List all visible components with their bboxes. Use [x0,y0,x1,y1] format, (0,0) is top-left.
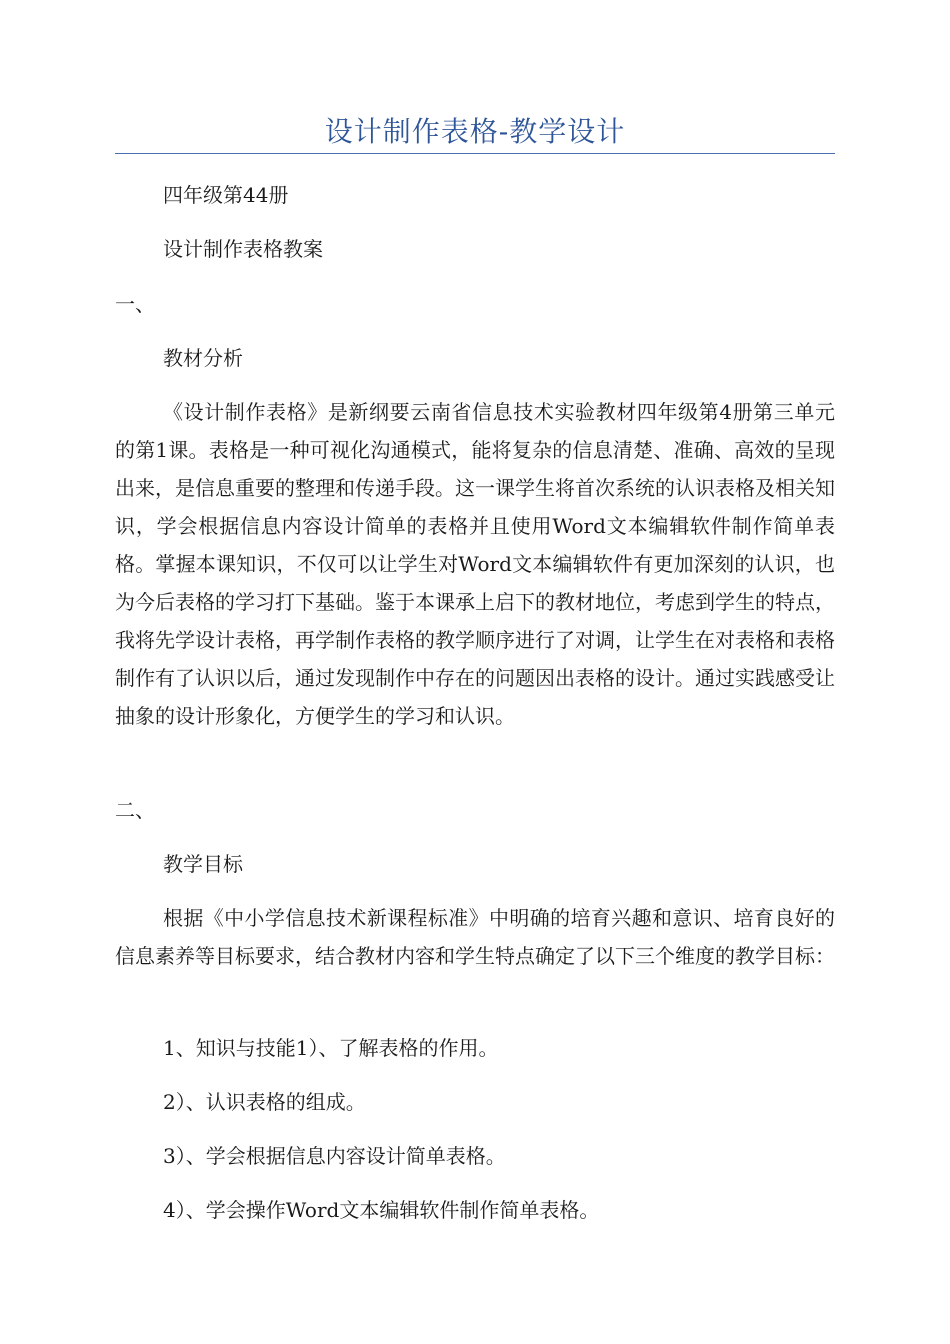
lesson-subtitle: 设计制作表格教案 [163,237,323,261]
grade-line: 四年级第44册 [163,183,289,207]
title-underline [115,153,835,154]
objective-item: 4）、学会操作Word文本编辑软件制作简单表格。 [163,1198,600,1222]
document-title: 设计制作表格-教学设计 [324,115,626,148]
section-1-heading: 教材分析 [163,346,243,370]
objective-item: 3）、学会根据信息内容设计简单表格。 [163,1144,506,1168]
objective-item: 1、知识与技能1）、了解表格的作用。 [163,1036,499,1060]
section-2-heading: 教学目标 [163,852,243,876]
section-2-number: 二、 [115,798,155,822]
section-1-number: 一、 [115,292,155,316]
section-2-body: 根据《中小学信息技术新课程标准》中明确的培育兴趣和意识、培育良好的信息素养等目标要求，结合教材内容和学生特点确定了以下三个维度的教学目标： [115,906,835,968]
objective-item: 2）、认识表格的组成。 [163,1090,366,1114]
section-1-body: 《设计制作表格》是新纲要云南省信息技术实验教材四年级第4册第三单元的第1课。表格是一种可视化沟通模式，能将复杂的信息清楚、准确、高效的呈现出来，是信息重要的整理和传递手段。这一课学生将首次系统的认识表格及相关知识，学会根据信息内容设计简单的表格并且使用Word文本编辑软件制作简单表格。掌握本课知识，不仅可以让学生对Word文本编辑软件有更加深刻的认识，也为今后表格的学习打下基础。鉴于本课承上启下的教材地位，考虑到学生的特点，我将先学设计表格，再学制作表格的教学顺序进行了对调，让学生在对表格和表格制作有了认识以后，通过发现制作中存在的问题因出表格的设计。通过实践感受让抽象的设计形象化，方便学生的学习和认识。 [115,400,835,728]
